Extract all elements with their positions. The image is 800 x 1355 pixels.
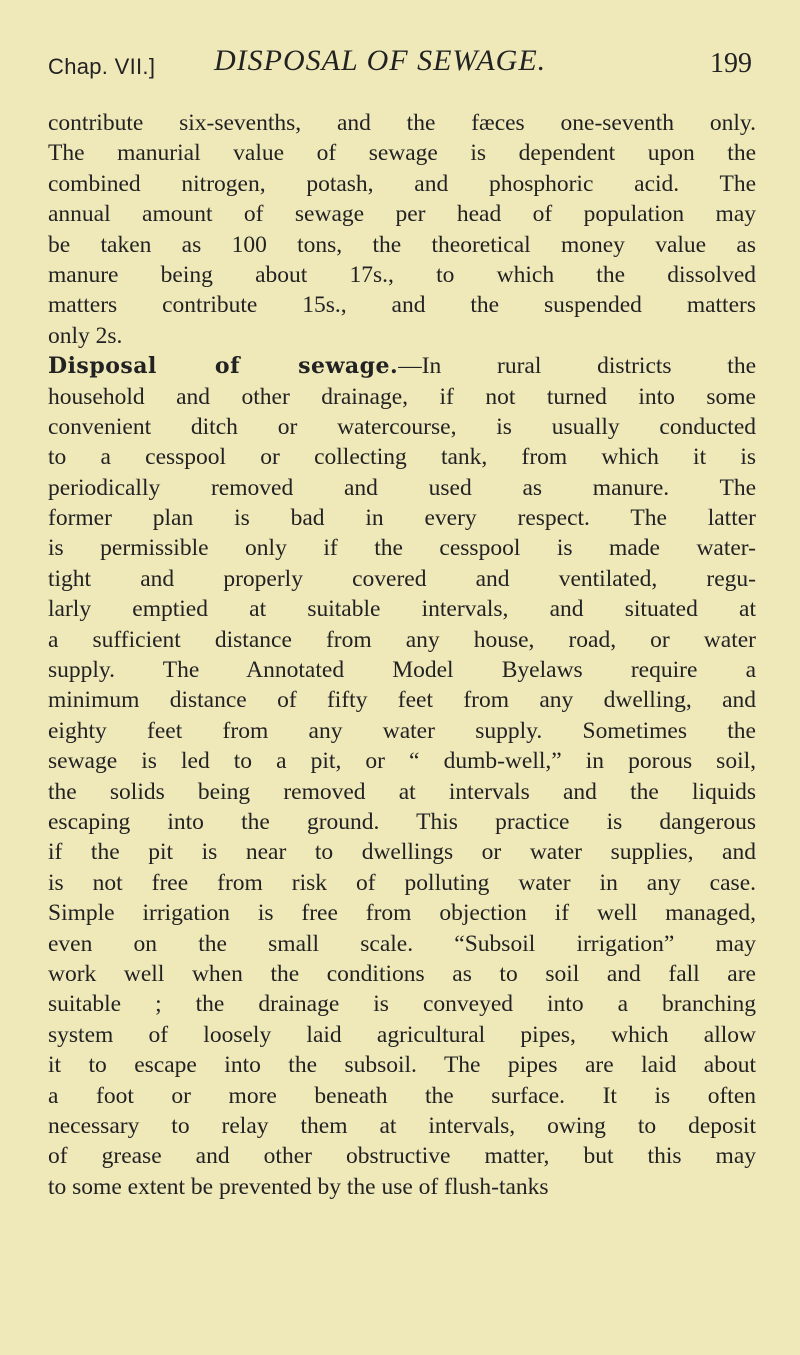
text-line: necessary to relay them at intervals, owing to deposit — [48, 1112, 756, 1139]
text-line: manure being about 17s., to which the dissolved — [48, 261, 756, 288]
text-line: matters contribute 15s., and the suspended matters — [48, 292, 756, 319]
text-line: system of loosely laid agricultural pipes, which allow — [48, 1021, 756, 1048]
text-line: annual amount of sewage per head of population may — [48, 201, 756, 228]
text-line: if the pit is near to dwellings or water supplies, and — [48, 839, 756, 866]
text-line: tight and properly covered and ventilated, regu- — [48, 565, 756, 592]
running-title: DISPOSAL OF SEWAGE. — [214, 44, 547, 77]
text-line: work well when the conditions as to soil and fall are — [48, 960, 756, 987]
text-line: convenient ditch or watercourse, is usually conducted — [48, 413, 756, 440]
text-line: Simple irrigation is free from objection if well managed, — [48, 900, 756, 927]
text-line: a sufficient distance from any house, road, or water — [48, 626, 756, 653]
section-heading: Disposal of sewage. — [48, 353, 399, 380]
text-line: to a cesspool or collecting tank, from which it is — [48, 444, 756, 471]
text-line: periodically removed and used as manure. The — [48, 474, 756, 501]
text-line: be taken as 100 tons, the theoretical money value as — [48, 231, 756, 258]
text-line: is not free from risk of polluting water in any case. — [48, 869, 756, 896]
text-line: to some extent be prevented by the use of flush-tanks — [48, 1173, 549, 1200]
text-line: household and other drainage, if not turned into some — [48, 383, 756, 410]
text-line: it to escape into the subsoil. The pipes are laid about — [48, 1052, 756, 1079]
text-line: minimum distance of fifty feet from any dwelling, and — [48, 687, 756, 714]
body-text — [48, 108, 756, 1202]
text-line: even on the small scale. “Subsoil irrigation” may — [48, 930, 756, 957]
text-line: eighty feet from any water supply. Sometimes the — [48, 717, 756, 744]
text-line: escaping into the ground. This practice is dangerous — [48, 808, 756, 835]
text-line: only 2s. — [48, 322, 123, 349]
chapter-label: Chap. VII.] — [48, 54, 156, 79]
section-first-line-text: —In rural districts the — [398, 353, 756, 380]
running-header — [48, 44, 752, 96]
text-line: supply. The Annotated Model Byelaws require a — [48, 657, 756, 684]
text-line: suitable ; the drainage is conveyed into a branching — [48, 991, 756, 1018]
text-line: the solids being removed at intervals and the liquids — [48, 778, 756, 805]
page-number: 199 — [710, 48, 752, 79]
text-line: sewage is led to a pit, or “ dumb-well,” in porous soil, — [48, 748, 756, 775]
text-line: former plan is bad in every respect. The latter — [48, 505, 756, 532]
text-line: combined nitrogen, potash, and phosphoric acid. The — [48, 170, 756, 197]
text-line: of grease and other obstructive matter, but this may — [48, 1143, 756, 1170]
section-first-line — [48, 351, 756, 381]
text-line: larly emptied at suitable intervals, and situated at — [48, 596, 756, 623]
text-line: is permissible only if the cesspool is made water- — [48, 535, 756, 562]
text-line: a foot or more beneath the surface. It is often — [48, 1082, 756, 1109]
text-line: contribute six-sevenths, and the fæces one-seventh only. — [48, 110, 756, 136]
text-line: The manurial value of sewage is dependent upon the — [48, 140, 756, 167]
